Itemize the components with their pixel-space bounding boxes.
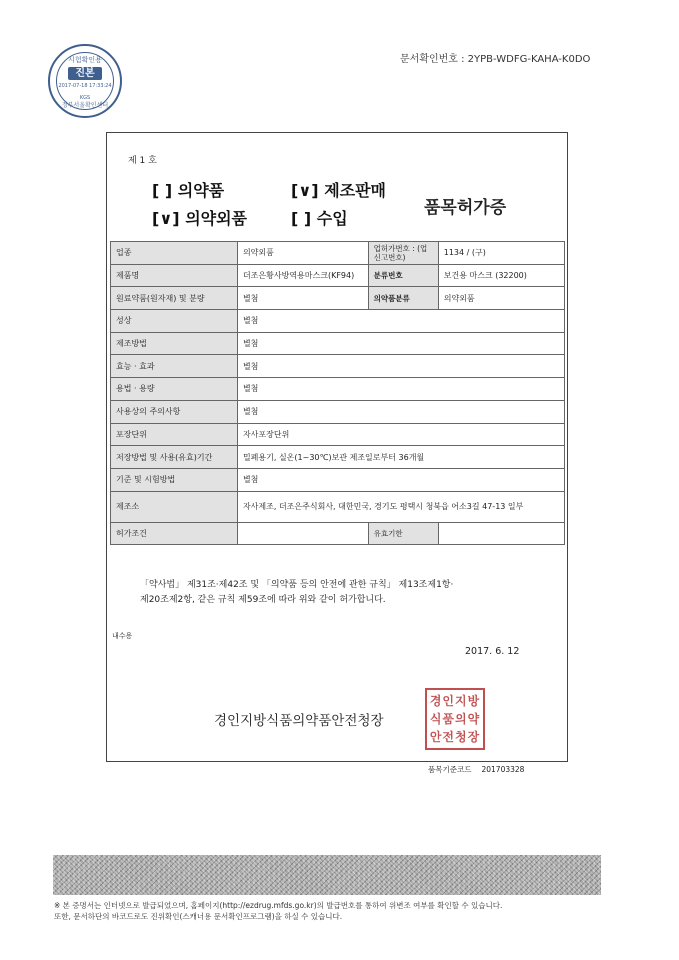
row-value: 자사제조, 더조은주식회사, 대한민국, 경기도 평택시 청북읍 어소3길 47-13 일부: [237, 491, 564, 522]
row-value: 별첨: [237, 332, 564, 355]
legal-basis-text: [140, 578, 540, 608]
row-value-2: 의약외품: [438, 287, 564, 310]
row-value: 별첨: [237, 287, 368, 310]
item-code-label: 품목기준코드: [428, 765, 472, 774]
row-label: 허가조건: [111, 522, 238, 545]
table-row: [111, 400, 565, 423]
row-value: [237, 522, 368, 545]
table-row: [111, 491, 565, 522]
row-value-2: [438, 522, 564, 545]
seal-main-text: 진본: [68, 67, 102, 80]
stamp-line: 경인지방: [429, 694, 481, 708]
seal-bottom-text: 정부서울확인센터: [61, 102, 109, 109]
row-label: 사용상의 주의사항: [111, 400, 238, 423]
row-label-2: 유효기한: [368, 522, 438, 545]
security-barcode: [53, 855, 601, 895]
footer-notice: [54, 900, 614, 922]
permit-table: [110, 241, 565, 545]
row-label: 성상: [111, 310, 238, 333]
table-row: [111, 378, 565, 401]
table-row: [111, 355, 565, 378]
table-row: [111, 446, 565, 469]
row-value: 별첨: [237, 355, 564, 378]
table-row: [111, 468, 565, 491]
row-value: 더조은황사방역용마스크(KF94): [237, 264, 368, 287]
official-stamp: [425, 688, 485, 750]
certificate-title: 품목허가증: [424, 198, 507, 218]
row-label: 제조방법: [111, 332, 238, 355]
row-value-2: 1134 / (구): [438, 242, 564, 265]
row-value: 밀폐용기, 실온(1~30℃)보관 제조일로부터 36개월: [237, 446, 564, 469]
table-row: [111, 522, 565, 545]
issuer-name: 경인지방식품의약품안전청장: [214, 713, 384, 729]
seal-date: 2017-07-18 17:33:24: [58, 83, 112, 89]
table-row: [111, 287, 565, 310]
seal-code: KGS: [79, 95, 91, 101]
item-code-value: 201703328: [481, 765, 525, 774]
form-number: 제 1 호: [128, 156, 157, 166]
row-label: 용법 · 용량: [111, 378, 238, 401]
table-row: [111, 423, 565, 446]
table-row: [111, 242, 565, 265]
row-label-2: 업허가번호 : (업신고번호): [368, 242, 438, 265]
row-label-2: 분류번호: [368, 264, 438, 287]
legal-basis-line-1: 「약사법」 제31조·제42조 및 「의약품 등의 안전에 관한 규칙」 제13조제1항·: [140, 580, 454, 590]
legal-basis-line-2: 제20조제2항, 같은 규칙 제59조에 따라 위와 같이 허가합니다.: [140, 595, 386, 605]
stamp-line: 식품의약: [429, 712, 481, 726]
row-value: 별첨: [237, 468, 564, 491]
row-value: 별첨: [237, 310, 564, 333]
footer-line-1: ※ 본 증명서는 인터넷으로 발급되었으며, 홈페이지(http://ezdrug.mfds.go.kr)의 발급번호를 통하여 위변조 여부를 확인할 수 있습니다.: [54, 901, 503, 910]
row-value: 의약외품: [237, 242, 368, 265]
row-label-2: 의약품분류: [368, 287, 438, 310]
table-row: [111, 332, 565, 355]
row-label: 원료약품(원자재) 및 분량: [111, 287, 238, 310]
stamp-line: 안전청장: [429, 730, 481, 744]
recipient-note: 내수용: [112, 632, 133, 640]
row-label: 저장방법 및 사용(유효)기간: [111, 446, 238, 469]
issue-date: 2017. 6. 12: [465, 646, 520, 657]
row-label: 포장단위: [111, 423, 238, 446]
row-value-2: 보건용 마스크 (32200): [438, 264, 564, 287]
seal-top-text: 시험확인용: [68, 56, 102, 64]
item-code: [428, 764, 524, 775]
footer-line-2: 또한, 문서하단의 바코드로도 진위확인(스캐너용 문서확인프로그램)을 하실 수 있습니다.: [54, 912, 343, 921]
row-label: 제조소: [111, 491, 238, 522]
row-value: 별첨: [237, 400, 564, 423]
official-seal: [48, 44, 122, 118]
checkbox-medicine: [ ] 의약품: [152, 181, 225, 200]
checkbox-import: [ ] 수입: [291, 209, 348, 228]
row-label: 효능 · 효과: [111, 355, 238, 378]
checkbox-manufacture-sale: [∨] 제조판매: [291, 181, 387, 200]
row-value: 별첨: [237, 378, 564, 401]
table-row: [111, 264, 565, 287]
row-label: 기준 및 시험방법: [111, 468, 238, 491]
row-label: 업종: [111, 242, 238, 265]
checkbox-quasi-drug: [∨] 의약외품: [152, 209, 248, 228]
row-label: 제품명: [111, 264, 238, 287]
table-row: [111, 310, 565, 333]
document-confirmation-number: 문서확인번호 : 2YPB-WDFG-KAHA-K0DO: [400, 54, 591, 65]
row-value: 자사포장단위: [237, 423, 564, 446]
